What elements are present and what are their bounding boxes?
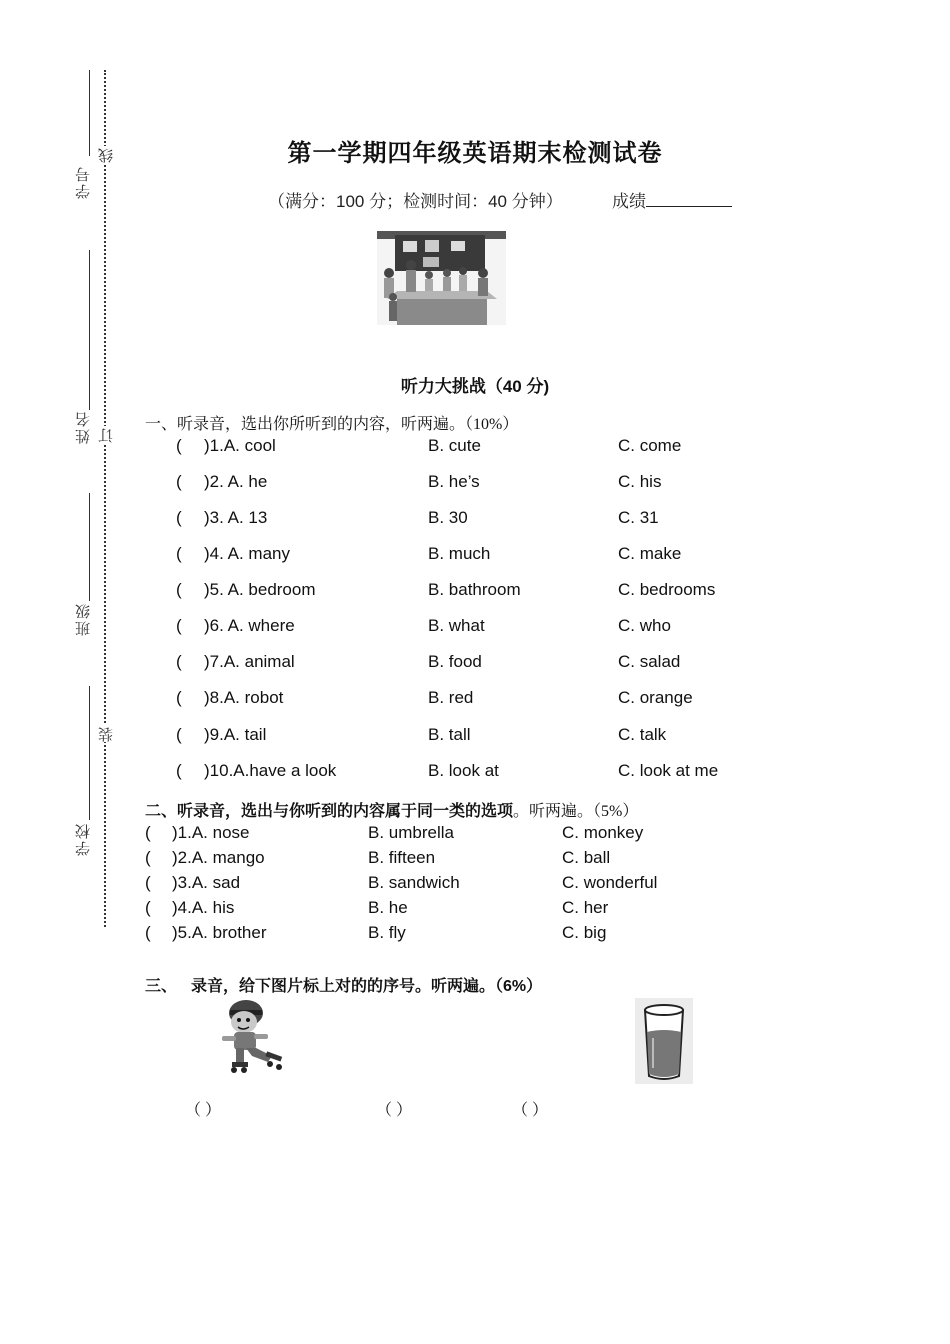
option-b: B. fifteen: [368, 848, 436, 867]
answer-paren[interactable]: (: [176, 508, 182, 527]
picture2-answer-blank[interactable]: （ ）: [376, 1102, 413, 1119]
section3-heading: [145, 973, 542, 996]
option-b: B. he’s: [428, 472, 480, 491]
option-c: C. ball: [562, 848, 611, 867]
option-a: )8.A. robot: [204, 688, 284, 707]
name-label: 姓名: [76, 410, 92, 444]
section2-heading-main: 二、听录音，选出与你听到的内容属于同一类的选项: [145, 803, 514, 820]
school-label: 学校: [76, 822, 92, 856]
option-c: C. talk: [618, 725, 667, 744]
picture1-answer-blank[interactable]: （ ）: [185, 1102, 222, 1119]
section1-item: [0, 436, 950, 460]
section2-heading-rest: 。听两遍。（5%）: [513, 803, 639, 820]
option-a: )9.A. tail: [204, 725, 267, 744]
option-b: B. much: [428, 544, 491, 563]
bind-mark: 订: [96, 426, 117, 443]
answer-paren[interactable]: (: [145, 898, 151, 917]
answer-paren[interactable]: (: [176, 761, 182, 780]
option-b: B. food: [428, 652, 482, 671]
answer-paren[interactable]: (: [176, 436, 182, 455]
student-id-label: 学号: [76, 165, 92, 199]
answer-paren[interactable]: (: [145, 873, 151, 892]
option-c: C. salad: [618, 652, 681, 671]
option-b: B. look at: [428, 761, 499, 780]
answer-paren[interactable]: (: [176, 544, 182, 563]
section2-heading: [145, 798, 638, 821]
option-a: )3. A. 13: [204, 508, 268, 527]
class-label: 班级: [76, 602, 92, 636]
exam-info: （满分：100 分；检测时间：40 分钟）: [268, 192, 563, 211]
option-c: C. monkey: [562, 823, 644, 842]
option-a: )1.A. cool: [204, 436, 276, 455]
section1-item: [0, 761, 950, 785]
section2-item: [0, 898, 950, 922]
option-c: C. who: [618, 616, 671, 635]
option-c: C. her: [562, 898, 609, 917]
section3-heading-text: 录音，给下图片标上对的的序号。听两遍。（6%）: [191, 978, 543, 995]
option-c: C. 31: [618, 508, 659, 527]
score-label: 成绩: [612, 192, 646, 211]
install-mark: 装: [96, 725, 117, 742]
score-field: [612, 187, 732, 212]
picture3-answer-blank[interactable]: （ ）: [512, 1102, 549, 1119]
listening-section-title: 听力大挑战（40 分): [400, 377, 550, 396]
option-b: B. red: [428, 688, 474, 707]
option-c: C. orange: [618, 688, 693, 707]
option-c: C. big: [562, 923, 607, 942]
option-c: C. look at me: [618, 761, 719, 780]
option-c: C. make: [618, 544, 682, 563]
section1-heading: 一、听录音，选出你所听到的内容，听两遍。（10%）: [145, 416, 519, 433]
option-b: B. he: [368, 898, 408, 917]
option-b: B. tall: [428, 725, 471, 744]
answer-paren[interactable]: (: [176, 688, 182, 707]
answer-paren[interactable]: (: [145, 823, 151, 842]
option-b: B. bathroom: [428, 580, 521, 599]
section2-item: [0, 923, 950, 947]
option-a: )7.A. animal: [204, 652, 295, 671]
section1-item: [0, 580, 950, 604]
option-b: B. fly: [368, 923, 406, 942]
option-a: )2.A. mango: [172, 848, 265, 867]
line-mark: 线: [96, 146, 117, 163]
option-a: )10.A.have a look: [204, 761, 337, 780]
section2-item: [0, 873, 950, 897]
option-a: )4. A. many: [204, 544, 290, 563]
option-c: C. wonderful: [562, 873, 658, 892]
page-title: 第一学期四年级英语期末检测试卷: [287, 141, 663, 167]
glass-of-juice-picture: [635, 998, 693, 1084]
option-a: )2. A. he: [204, 472, 268, 491]
section1-item: [0, 725, 950, 749]
section2-item: [0, 823, 950, 847]
answer-paren[interactable]: (: [176, 580, 182, 599]
classroom-illustration: [377, 231, 506, 325]
section1-item: [0, 652, 950, 676]
section1-item: [0, 472, 950, 496]
option-c: C. bedrooms: [618, 580, 716, 599]
option-a: )3.A. sad: [172, 873, 241, 892]
option-a: )5. A. bedroom: [204, 580, 316, 599]
answer-paren[interactable]: (: [176, 472, 182, 491]
option-c: C. his: [618, 472, 662, 491]
option-a: )5.A. brother: [172, 923, 267, 942]
option-a: )6. A. where: [204, 616, 295, 635]
answer-paren[interactable]: (: [176, 616, 182, 635]
section1-item: [0, 616, 950, 640]
section1-item: [0, 544, 950, 568]
option-a: )4.A. his: [172, 898, 235, 917]
answer-paren[interactable]: (: [176, 652, 182, 671]
option-b: B. umbrella: [368, 823, 454, 842]
answer-paren[interactable]: (: [145, 848, 151, 867]
answer-paren[interactable]: (: [176, 725, 182, 744]
option-c: C. come: [618, 436, 682, 455]
score-blank[interactable]: [646, 190, 732, 207]
option-b: B. cute: [428, 436, 481, 455]
roller-skater-picture: [212, 998, 286, 1080]
option-b: B. what: [428, 616, 485, 635]
option-a: )1.A. nose: [172, 823, 250, 842]
section2-item: [0, 848, 950, 872]
section1-item: [0, 508, 950, 532]
option-b: B. sandwich: [368, 873, 460, 892]
option-b: B. 30: [428, 508, 468, 527]
answer-paren[interactable]: (: [145, 923, 151, 942]
section1-item: [0, 688, 950, 712]
section3-heading-number: 三、: [145, 978, 178, 995]
cut-line: [104, 70, 106, 927]
